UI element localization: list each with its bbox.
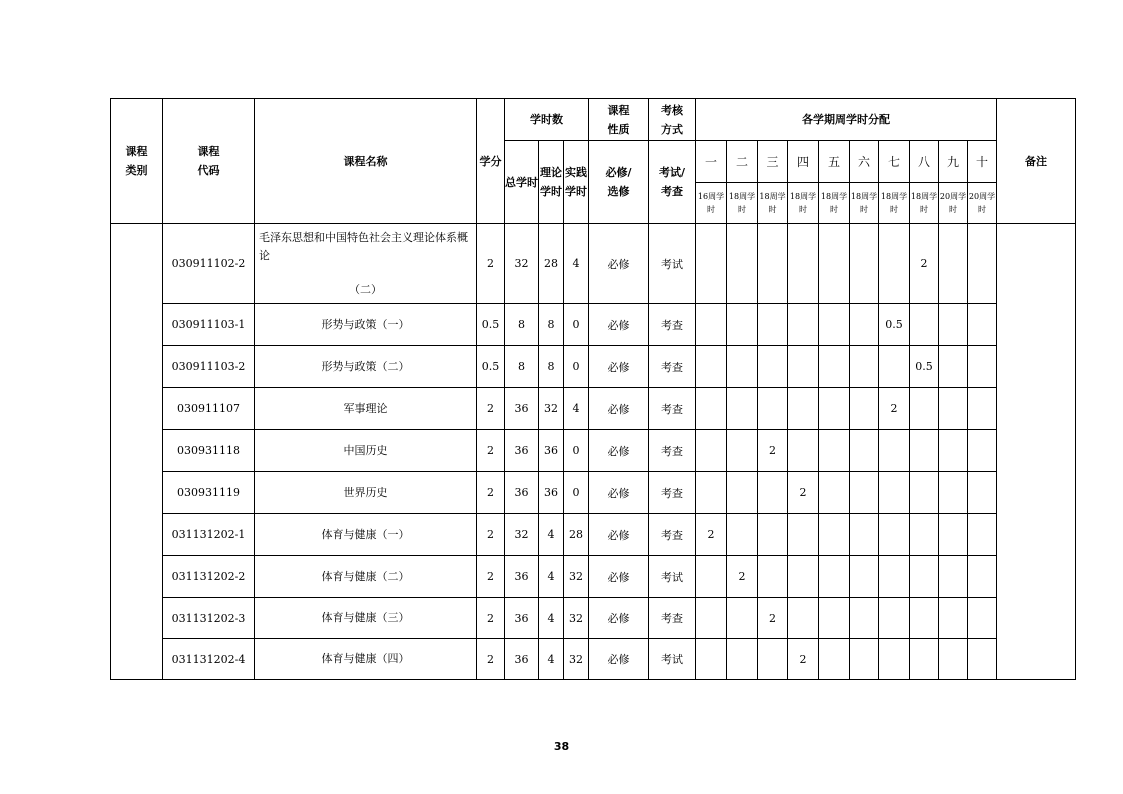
semester-hours-cell	[968, 346, 997, 388]
credit-cell: 2	[477, 556, 505, 598]
assess-cell: 考试	[649, 556, 696, 598]
semester-hours-cell	[758, 639, 788, 680]
semester-10	[968, 141, 997, 183]
header-row-1	[111, 99, 1076, 141]
semester-hours-cell	[819, 430, 850, 472]
semester-hours-cell	[788, 224, 819, 304]
semester-hours-cell	[727, 472, 758, 514]
course-row	[111, 430, 1076, 472]
table-body	[111, 99, 1076, 680]
semester-9	[939, 141, 968, 183]
credit-cell: 2	[477, 388, 505, 430]
assess-cell: 考试	[649, 224, 696, 304]
semester-10-text: 十	[975, 155, 988, 169]
theory-hours-cell: 4	[539, 598, 564, 639]
semester-4-text: 四	[796, 155, 809, 169]
course-row	[111, 598, 1076, 639]
semester-hours-cell	[758, 304, 788, 346]
semester-hours-cell	[788, 304, 819, 346]
semester-hours-cell	[850, 639, 879, 680]
semester-hours-cell	[727, 514, 758, 556]
week-hours-10	[968, 183, 997, 224]
practice-hours-cell: 0	[564, 430, 589, 472]
semester-hours-cell	[696, 304, 727, 346]
semester-hours-cell	[758, 346, 788, 388]
theory-hours-cell: 4	[539, 556, 564, 598]
semester-hours-cell	[910, 639, 939, 680]
total-hours-cell: 36	[505, 598, 539, 639]
semester-hours-cell	[879, 639, 910, 680]
semester-3	[758, 141, 788, 183]
semester-hours-cell	[850, 304, 879, 346]
semester-hours-cell	[819, 472, 850, 514]
semester-hours-cell	[939, 514, 968, 556]
credit-cell: 2	[477, 430, 505, 472]
semester-hours-cell	[819, 224, 850, 304]
semester-hours-cell	[939, 304, 968, 346]
page-number: 38	[553, 740, 570, 753]
semester-8	[910, 141, 939, 183]
header-nature-top-text: 课程性质	[607, 103, 630, 136]
semester-hours-cell: 0.5	[910, 346, 939, 388]
semester-hours-cell	[939, 598, 968, 639]
semester-2-text: 二	[735, 155, 748, 169]
nature-cell: 必修	[589, 346, 649, 388]
course-name: 形势与政策（二）	[255, 346, 477, 388]
semester-hours-cell	[727, 598, 758, 639]
semester-hours-cell	[879, 598, 910, 639]
header-credit-text: 学分	[479, 154, 502, 168]
semester-hours-cell	[879, 430, 910, 472]
course-row	[111, 556, 1076, 598]
semester-hours-cell	[696, 430, 727, 472]
remark-cell	[997, 224, 1076, 680]
semester-hours-cell	[696, 598, 727, 639]
semester-hours-cell	[850, 598, 879, 639]
semester-hours-cell: 2	[727, 556, 758, 598]
semester-hours-cell	[850, 514, 879, 556]
semester-hours-cell	[788, 556, 819, 598]
week-hours-9-text: 20周学时	[939, 192, 967, 214]
practice-hours-cell: 4	[564, 224, 589, 304]
semester-6	[850, 141, 879, 183]
assess-cell: 考查	[649, 472, 696, 514]
theory-hours-cell: 36	[539, 430, 564, 472]
week-hours-4	[788, 183, 819, 224]
semester-1	[696, 141, 727, 183]
course-code: 031131202-4	[163, 639, 255, 680]
semester-hours-cell	[819, 346, 850, 388]
semester-hours-cell	[939, 346, 968, 388]
course-name: 世界历史	[255, 472, 477, 514]
header-nature-bottom-text: 必修/选修	[605, 166, 632, 198]
practice-hours-cell: 4	[564, 388, 589, 430]
header-assess-top	[649, 99, 696, 141]
semester-hours-cell: 2	[910, 224, 939, 304]
semester-hours-cell	[879, 556, 910, 598]
course-category-cell	[111, 224, 163, 680]
curriculum-table	[110, 98, 1076, 680]
semester-hours-cell	[939, 430, 968, 472]
course-name: 形势与政策（一）	[255, 304, 477, 346]
theory-hours-cell: 8	[539, 346, 564, 388]
semester-hours-cell	[819, 304, 850, 346]
semester-8-text: 八	[917, 155, 930, 169]
course-code: 030911103-1	[163, 304, 255, 346]
course-code: 030911103-2	[163, 346, 255, 388]
course-name: 体育与健康（一）	[255, 514, 477, 556]
semester-hours-cell	[727, 430, 758, 472]
course-row	[111, 346, 1076, 388]
semester-hours-cell	[968, 472, 997, 514]
header-nature-bottom	[589, 141, 649, 224]
course-code: 031131202-1	[163, 514, 255, 556]
semester-hours-cell	[879, 346, 910, 388]
semester-2	[727, 141, 758, 183]
course-name: 体育与健康（四）	[255, 639, 477, 680]
semester-hours-cell	[968, 556, 997, 598]
semester-7-text: 七	[887, 155, 900, 169]
semester-hours-cell	[939, 224, 968, 304]
practice-hours-cell: 0	[564, 304, 589, 346]
semester-hours-cell	[910, 598, 939, 639]
semester-hours-cell	[850, 556, 879, 598]
semester-hours-cell	[788, 346, 819, 388]
theory-hours-cell: 4	[539, 639, 564, 680]
week-hours-7-text: 18周学时	[880, 192, 908, 214]
semester-hours-cell	[758, 556, 788, 598]
theory-hours-cell: 36	[539, 472, 564, 514]
semester-hours-cell	[727, 388, 758, 430]
semester-hours-cell	[939, 388, 968, 430]
semester-hours-cell: 2	[879, 388, 910, 430]
week-hours-8	[910, 183, 939, 224]
credit-cell: 0.5	[477, 346, 505, 388]
total-hours-cell: 8	[505, 346, 539, 388]
week-hours-1-text: 16周学时	[697, 192, 725, 214]
total-hours-cell: 36	[505, 430, 539, 472]
practice-hours-cell: 28	[564, 514, 589, 556]
course-row	[111, 388, 1076, 430]
week-hours-2	[727, 183, 758, 224]
semester-hours-cell	[968, 388, 997, 430]
semester-hours-cell	[850, 346, 879, 388]
week-hours-3	[758, 183, 788, 224]
header-code	[163, 99, 255, 224]
course-row	[111, 472, 1076, 514]
course-code: 030911107	[163, 388, 255, 430]
course-row	[111, 304, 1076, 346]
assess-cell: 考查	[649, 304, 696, 346]
header-assess-top-text: 考核方式	[661, 103, 683, 136]
course-row	[111, 639, 1076, 680]
semester-hours-cell	[910, 304, 939, 346]
course-row	[111, 514, 1076, 556]
semester-hours-cell	[910, 430, 939, 472]
total-hours-cell: 36	[505, 639, 539, 680]
semester-hours-cell	[696, 556, 727, 598]
week-hours-6-text: 18周学时	[850, 192, 878, 214]
credit-cell: 2	[477, 639, 505, 680]
credit-cell: 2	[477, 514, 505, 556]
week-hours-9	[939, 183, 968, 224]
semester-hours-cell: 2	[788, 472, 819, 514]
semester-hours-cell	[968, 598, 997, 639]
practice-hours-cell: 32	[564, 556, 589, 598]
semester-5	[819, 141, 850, 183]
semester-hours-cell	[727, 639, 758, 680]
semester-hours-cell	[696, 639, 727, 680]
semester-hours-cell: 2	[758, 598, 788, 639]
semester-hours-cell	[850, 472, 879, 514]
semester-hours-cell	[968, 224, 997, 304]
semester-hours-cell	[819, 514, 850, 556]
week-hours-7	[879, 183, 910, 224]
semester-hours-cell	[819, 598, 850, 639]
total-hours-cell: 32	[505, 514, 539, 556]
header-category-text: 课程类别	[125, 145, 148, 177]
assess-cell: 考查	[649, 388, 696, 430]
nature-cell: 必修	[589, 639, 649, 680]
semester-hours-cell	[850, 430, 879, 472]
total-hours-cell: 8	[505, 304, 539, 346]
course-code: 031131202-3	[163, 598, 255, 639]
semester-hours-cell	[879, 224, 910, 304]
header-assess-bottom	[649, 141, 696, 224]
week-hours-10-text: 20周学时	[968, 192, 996, 214]
nature-cell: 必修	[589, 388, 649, 430]
semester-4	[788, 141, 819, 183]
header-remark-text: 备注	[1025, 154, 1047, 168]
semester-hours-cell	[758, 472, 788, 514]
total-hours-cell: 36	[505, 472, 539, 514]
semester-hours-cell	[819, 556, 850, 598]
theory-hours-cell: 4	[539, 514, 564, 556]
semester-hours-cell	[727, 304, 758, 346]
semester-hours-cell	[788, 514, 819, 556]
semester-hours-cell: 2	[696, 514, 727, 556]
week-hours-3-text: 18周学时	[759, 192, 786, 214]
header-category	[111, 99, 163, 224]
course-code: 031131202-2	[163, 556, 255, 598]
practice-hours-cell: 32	[564, 598, 589, 639]
semester-hours-cell	[879, 514, 910, 556]
course-code: 030931119	[163, 472, 255, 514]
total-hours-cell: 32	[505, 224, 539, 304]
practice-hours-cell: 0	[564, 346, 589, 388]
semester-hours-cell	[939, 556, 968, 598]
semester-hours-cell	[910, 472, 939, 514]
semester-hours-cell	[939, 639, 968, 680]
course-name: 中国历史	[255, 430, 477, 472]
assess-cell: 考试	[649, 639, 696, 680]
header-theory-hours-text: 理论学时	[540, 166, 562, 198]
assess-cell: 考查	[649, 346, 696, 388]
semester-hours-cell	[758, 514, 788, 556]
credit-cell: 0.5	[477, 304, 505, 346]
semester-hours-cell	[788, 430, 819, 472]
practice-hours-cell: 32	[564, 639, 589, 680]
theory-hours-cell: 32	[539, 388, 564, 430]
semester-7	[879, 141, 910, 183]
total-hours-cell: 36	[505, 556, 539, 598]
week-hours-8-text: 18周学时	[910, 192, 938, 214]
nature-cell: 必修	[589, 514, 649, 556]
semester-hours-cell: 2	[788, 639, 819, 680]
practice-hours-cell: 0	[564, 472, 589, 514]
semester-hours-cell	[910, 388, 939, 430]
nature-cell: 必修	[589, 598, 649, 639]
nature-cell: 必修	[589, 430, 649, 472]
semester-hours-cell	[879, 472, 910, 514]
course-name: 军事理论	[255, 388, 477, 430]
semester-6-text: 六	[857, 155, 870, 169]
course-code: 030931118	[163, 430, 255, 472]
nature-cell: 必修	[589, 472, 649, 514]
week-hours-2-text: 18周学时	[728, 192, 756, 214]
header-hours-group	[505, 99, 589, 141]
header-name-text: 课程名称	[343, 154, 388, 168]
semester-hours-cell	[939, 472, 968, 514]
course-name	[255, 224, 477, 304]
course-name: 体育与健康（三）	[255, 598, 477, 639]
theory-hours-cell: 28	[539, 224, 564, 304]
semester-hours-cell	[727, 346, 758, 388]
credit-cell: 2	[477, 598, 505, 639]
semester-hours-cell	[968, 514, 997, 556]
nature-cell: 必修	[589, 556, 649, 598]
header-total-hours-text: 总学时	[505, 175, 538, 189]
semester-hours-cell	[696, 346, 727, 388]
week-hours-5	[819, 183, 850, 224]
semester-hours-cell	[696, 472, 727, 514]
header-practice-hours-text: 实践学时	[565, 166, 587, 198]
theory-hours-cell: 8	[539, 304, 564, 346]
semester-3-text: 三	[766, 155, 779, 169]
total-hours-cell: 36	[505, 388, 539, 430]
semester-hours-cell: 0.5	[879, 304, 910, 346]
header-practice-hours	[564, 141, 589, 224]
header-name	[255, 99, 477, 224]
semester-hours-cell	[819, 639, 850, 680]
nature-cell: 必修	[589, 224, 649, 304]
semester-5-text: 五	[827, 155, 840, 169]
semester-hours-cell	[910, 514, 939, 556]
course-name: 体育与健康（二）	[255, 556, 477, 598]
semester-hours-cell	[819, 388, 850, 430]
semester-hours-cell	[910, 556, 939, 598]
header-credit	[477, 99, 505, 224]
credit-cell: 2	[477, 472, 505, 514]
week-hours-6	[850, 183, 879, 224]
semester-hours-cell	[850, 224, 879, 304]
semester-hours-cell	[758, 224, 788, 304]
semester-1-text: 一	[704, 155, 717, 169]
week-hours-1	[696, 183, 727, 224]
semester-hours-cell	[696, 224, 727, 304]
assess-cell: 考查	[649, 430, 696, 472]
header-code-text: 课程代码	[197, 145, 220, 177]
semester-hours-cell	[727, 224, 758, 304]
semester-hours-cell	[696, 388, 727, 430]
header-nature-top	[589, 99, 649, 141]
header-semester-group-text: 各学期周学时分配	[802, 113, 890, 126]
credit-cell: 2	[477, 224, 505, 304]
assess-cell: 考查	[649, 514, 696, 556]
semester-hours-cell	[968, 304, 997, 346]
week-hours-4-text: 18周学时	[789, 192, 817, 214]
course-name-line-1: 毛泽东思想和中国特色社会主义理论体系概论	[259, 230, 468, 262]
header-remark	[997, 99, 1076, 224]
week-hours-5-text: 18周学时	[820, 192, 848, 214]
semester-hours-cell	[788, 598, 819, 639]
course-row	[111, 224, 1076, 304]
semester-hours-cell	[968, 639, 997, 680]
semester-hours-cell	[788, 388, 819, 430]
course-code: 030911102-2	[163, 224, 255, 304]
semester-9-text: 九	[946, 155, 959, 169]
assess-cell: 考查	[649, 598, 696, 639]
semester-hours-cell: 2	[758, 430, 788, 472]
header-total-hours	[505, 141, 539, 224]
header-semester-group	[696, 99, 997, 141]
course-name-line-2: （二）	[349, 282, 382, 296]
semester-hours-cell	[758, 388, 788, 430]
header-theory-hours	[539, 141, 564, 224]
header-hours-group-text: 学时数	[530, 113, 563, 126]
semester-hours-cell	[850, 388, 879, 430]
semester-hours-cell	[968, 430, 997, 472]
header-assess-bottom-text: 考试/考查	[658, 166, 686, 198]
nature-cell: 必修	[589, 304, 649, 346]
